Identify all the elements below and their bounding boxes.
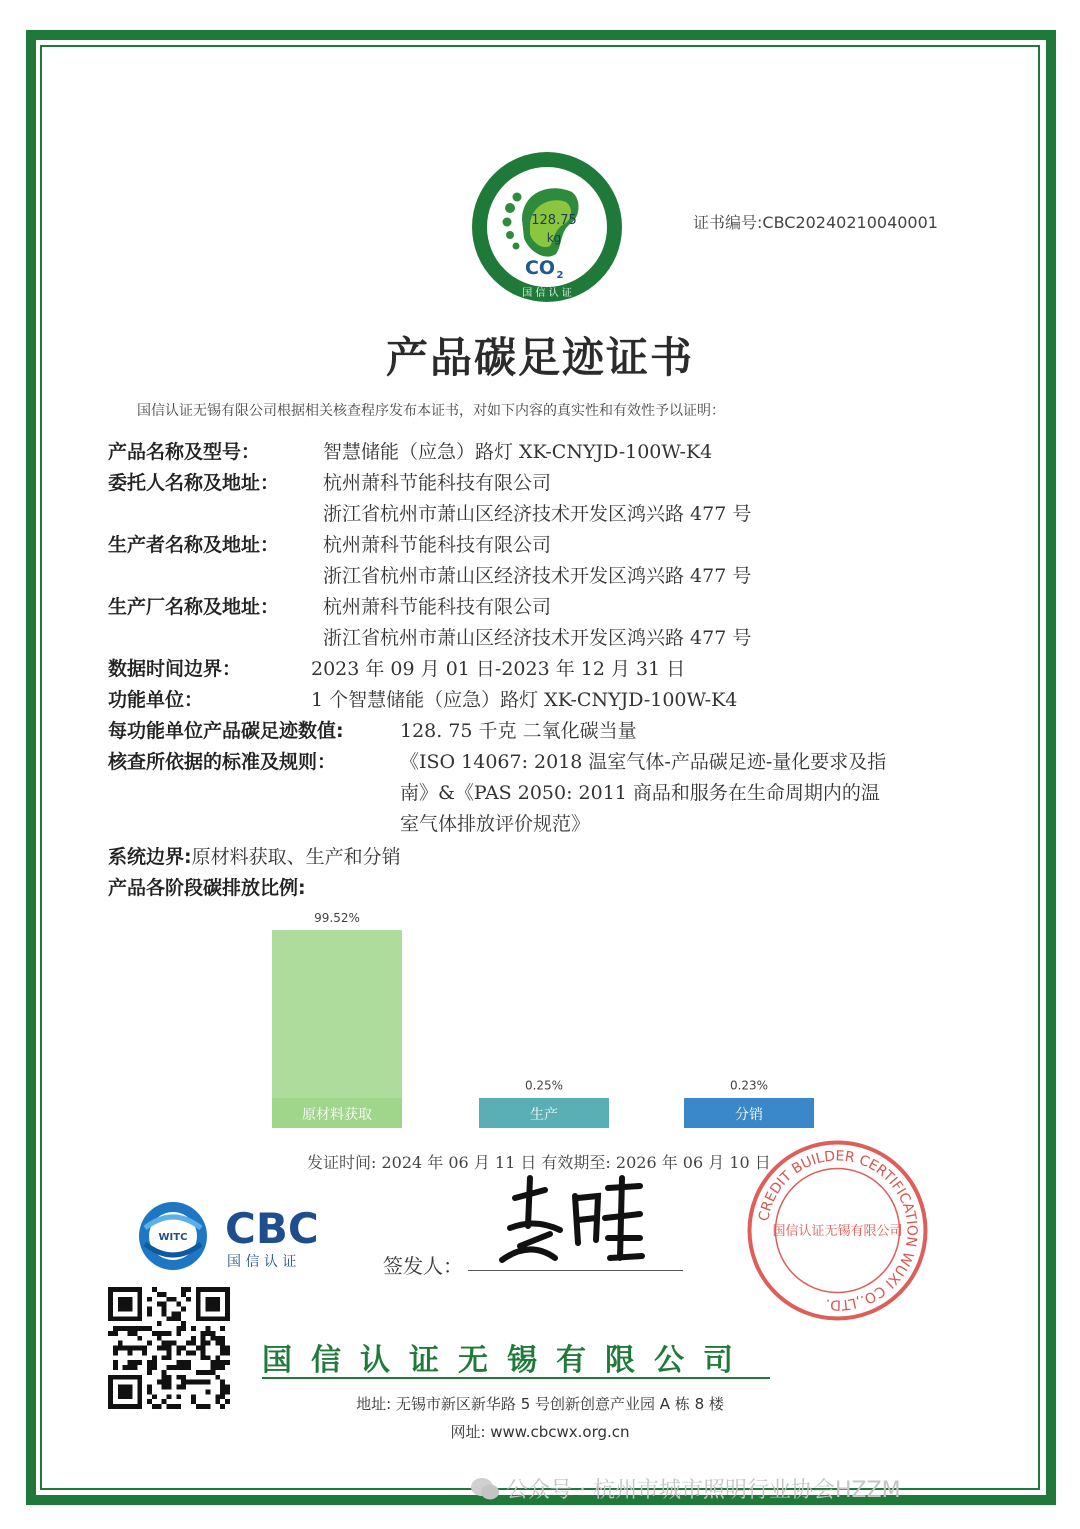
- stamp-inner-text: 国信认证无锡有限公司: [772, 1224, 903, 1239]
- field-boundary-label: 系统边界:: [108, 846, 192, 868]
- chart-category-label: 生产: [530, 1107, 558, 1123]
- field-standard-label: 核查所依据的标准及规则：: [108, 751, 337, 773]
- cbc-logo-badge: WITC: [158, 1232, 188, 1243]
- chart-value-label: 99.52%: [314, 911, 360, 925]
- footer-address: 地址: 无锡市新区新华路 5 号创新创意产业园 A 栋 8 楼: [356, 1395, 724, 1413]
- stamp-outer-text: CREDIT BUILDER CERTIFICATION WUXI CO.,LTD.: [756, 1148, 920, 1313]
- field-standard-label-row: [108, 750, 336, 774]
- field-standard-line1: 《ISO 14067: 2018 温室气体-产品碳足迹-量化要求及指: [400, 751, 887, 773]
- chart-bar-group: [272, 911, 402, 1128]
- field-producer-label-row: [108, 533, 279, 557]
- field-factory-name: 杭州萧科节能科技有限公司: [323, 596, 552, 618]
- chart-bar: [272, 930, 402, 1098]
- handwritten-signature: [490, 1168, 650, 1268]
- certificate-number-value: CBC20240210040001: [762, 213, 938, 232]
- chart-value-label: 0.25%: [524, 1078, 564, 1093]
- field-factory-label: 生产厂名称及地址：: [108, 596, 280, 618]
- certificate-number: [693, 210, 938, 233]
- field-producer-name: 杭州萧科节能科技有限公司: [323, 534, 552, 556]
- footer-website: 网址: www.cbcwx.org.cn: [450, 1423, 630, 1441]
- field-ratio-label-row: [108, 876, 306, 900]
- field-product: [108, 440, 713, 464]
- field-time-label: 数据时间边界：: [108, 658, 242, 680]
- certificate-number-label: 证书编号:: [693, 213, 763, 232]
- field-client-name: 杭州萧科节能科技有限公司: [323, 472, 552, 494]
- certificate-intro: 国信认证无锡有限公司根据相关核查程序发布本证书，对如下内容的真实性和有效性予以证明：: [137, 403, 725, 419]
- wechat-icon: [470, 1476, 500, 1502]
- footer-company-name: 国信认证无锡有限公司: [262, 1343, 752, 1378]
- field-boundary: [108, 845, 401, 869]
- field-ratio-label: 产品各阶段碳排放比例:: [108, 877, 306, 899]
- carbon-footprint-emblem: [470, 150, 624, 304]
- emblem-ring-text: 国 信 认 证: [522, 288, 572, 299]
- chart-value-label: 0.23%: [729, 1078, 769, 1093]
- emblem-co2-subscript: 2: [556, 270, 564, 281]
- cbc-logo: [135, 1198, 360, 1278]
- chart-category-label: 原材料获取: [302, 1107, 372, 1123]
- field-client-label-row: [108, 471, 279, 495]
- cbc-logo-text: CBC: [225, 1204, 319, 1253]
- chart-bar-group: [479, 1079, 609, 1128]
- emblem-unit: kg: [546, 231, 562, 245]
- signer-label: 签发人：: [383, 1254, 463, 1278]
- signature-line: [468, 1270, 683, 1271]
- footer-company-underline: [262, 1377, 770, 1379]
- emblem-value: 128.75: [531, 213, 577, 228]
- qr-code: [108, 1287, 230, 1409]
- field-unit-value: 1 个智慧储能（应急）路灯 XK-CNYJD-100W-K4: [311, 689, 738, 711]
- emblem-co2: CO: [524, 257, 556, 279]
- field-producer-address: 浙江省杭州市萧山区经济技术开发区鸿兴路 477 号: [323, 565, 752, 587]
- field-factory-address: 浙江省杭州市萧山区经济技术开发区鸿兴路 477 号: [323, 627, 752, 649]
- field-factory-label-row: [108, 595, 279, 619]
- field-product-label: 产品名称及型号：: [108, 441, 261, 463]
- field-unit-label-row: [108, 688, 203, 712]
- field-unit-label: 功能单位：: [108, 689, 204, 711]
- chart-category-label: 分销: [735, 1107, 763, 1123]
- company-seal-stamp: [745, 1138, 930, 1323]
- field-client-address: 浙江省杭州市萧山区经济技术开发区鸿兴路 477 号: [323, 503, 752, 525]
- field-standard-line3: 室气体排放评价规范》: [400, 813, 591, 835]
- certificate-title: 产品碳足迹证书: [385, 333, 694, 382]
- field-client-label: 委托人名称及地址：: [108, 472, 280, 494]
- field-boundary-value: 原材料获取、生产和分销: [191, 846, 401, 868]
- field-time-label-row: [108, 657, 241, 681]
- field-standard-line2: 南》&《PAS 2050: 2011 商品和服务在生命周期内的温: [400, 782, 880, 804]
- watermark-text: 公众号 · 杭州市城市照明行业协会HZZM: [506, 1478, 901, 1503]
- issue-dates: 发证时间: 2024 年 06 月 11 日 有效期至: 2026 年 06 月 10 日: [307, 1153, 771, 1172]
- field-product-value: 智慧储能（应急）路灯 XK-CNYJD-100W-K4: [323, 441, 713, 463]
- field-value-value: 128. 75 千克 二氧化碳当量: [400, 720, 637, 742]
- field-value-label-row: [108, 719, 344, 743]
- emission-ratio-chart: [250, 900, 850, 1140]
- field-value-label: 每功能单位产品碳足迹数值:: [108, 720, 344, 742]
- field-producer-label: 生产者名称及地址：: [108, 534, 280, 556]
- chart-bar-group: [684, 1079, 814, 1128]
- cbc-logo-subtext: 国 信 认 证: [227, 1254, 297, 1270]
- field-time-value: 2023 年 09 月 01 日-2023 年 12 月 31 日: [311, 658, 686, 680]
